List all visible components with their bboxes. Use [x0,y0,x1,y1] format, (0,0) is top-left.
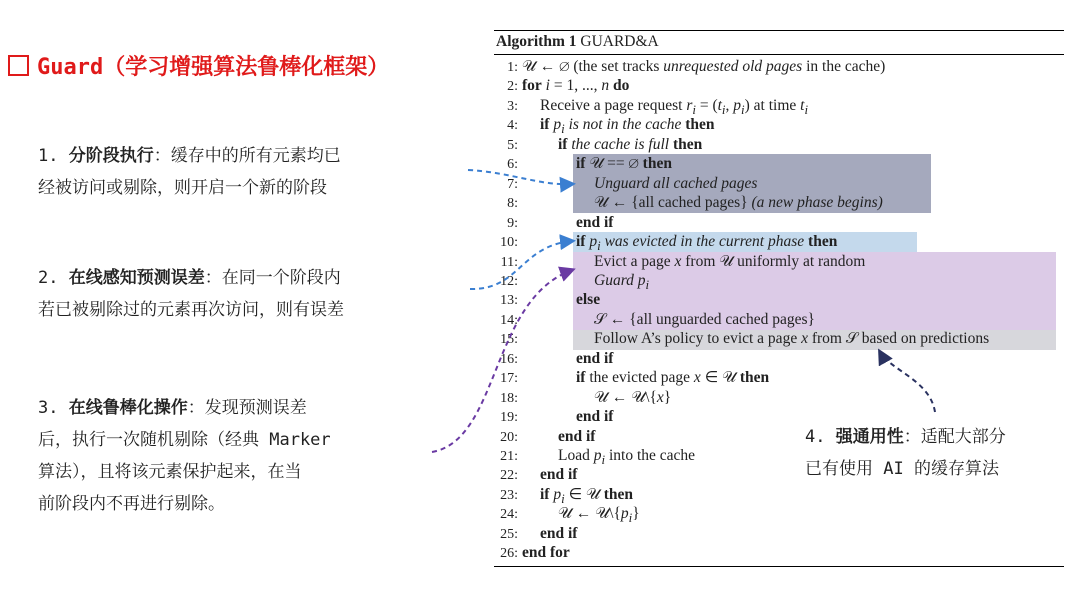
note-keyword: 分阶段执行 [68,146,154,166]
line-code: if $p_i$ is not in the cache then [540,116,715,137]
line-number: 12: [500,273,518,289]
note-number: 2. [38,268,69,288]
note-text: ：在同一个阶段内 [204,268,341,288]
line-code: 𝒰 ← $𝒰\backslash\{p_i\}$ [558,505,640,526]
line-code: if the evicted page x ∈ 𝒰 then [576,369,770,387]
line-number: 15: [500,332,518,348]
line-code: for i = 1, ..., n do [522,77,630,95]
line-code: end if [576,349,614,367]
line-code: Unguard all cached pages [594,174,758,192]
note-keyword: 强通用性 [835,427,904,447]
line-number: 22: [500,468,518,484]
line-code: Guard $p_i$ [594,271,650,293]
line-number: 8: [507,196,518,212]
line-number: 18: [500,390,518,406]
line-code: if 𝒰 == ∅ then [576,155,672,173]
line-number: 19: [500,410,518,426]
note-number: 3. [38,398,69,418]
line-number: 4: [507,118,518,134]
line-number: 6: [507,157,518,173]
note-number: 1. [38,146,69,166]
slide-title-text: Guard（学习增强算法鲁棒化框架） [37,55,390,80]
line-number: 1: [507,60,518,75]
line-number: 3: [507,98,518,114]
line-number: 20: [500,429,518,445]
line-code: Follow A’s policy to evict a page x from 𝒮 based on predictions [594,330,990,348]
line-number: 17: [500,371,518,387]
line-number: 25: [500,526,518,542]
line-code: end if [540,466,578,484]
line-code: if the cache is full then [558,135,703,153]
line-number: 11: [500,254,518,270]
line-number: 5: [507,137,518,153]
line-number: 10: [500,235,518,251]
line-code: else [576,291,601,309]
note-text: ：发现预测误差 [187,398,307,418]
note-line: 若已被剔除过的元素再次访问，则有误差 [38,300,344,320]
arrow-note1-to-phase [468,170,572,184]
arrow-note3-to-evict [432,270,572,452]
note-text: ：缓存中的所有元素均已 [153,146,341,166]
line-code: Receive a page request $r_i = (t_i$, $p_i$) at time $t_i$ [540,96,809,117]
line-code: end if [558,427,596,445]
note-line: 后，执行一次随机剔除（经典 Marker [38,430,331,450]
line-number: 13: [500,293,518,309]
line-code: 𝒰 ← {all cached pages} (a new phase begins) [594,194,883,212]
line-code: 𝒰 ← ∅ (the set tracks unrequested old pages in the cache) [522,58,886,75]
note-line: 前阶段内不再进行剔除。 [38,494,225,514]
line-number: 24: [500,507,518,523]
line-code: if $p_i$ was evicted in the current phase then [576,233,838,254]
algorithm-title: Algorithm 1 GUARD&A [496,33,659,50]
line-code: end if [576,213,614,231]
note-line: 经被访问或剔除，则开启一个新的阶段 [38,178,327,198]
line-number: 9: [507,215,518,231]
line-code: if $p_i$ ∈ 𝒰 then [540,485,634,506]
line-code: 𝒮 ← {all unguarded cached pages} [594,310,815,328]
note-number: 4. [805,427,836,447]
line-number: 16: [500,351,518,367]
line-code: end for [522,544,570,562]
note-text: ：适配大部分 [903,427,1006,447]
line-code: Load $p_i$ into the cache [558,447,696,468]
note-keyword: 在线鲁棒化操作 [68,398,188,418]
note-keyword: 在线感知预测误差 [68,268,205,288]
line-code: Evict a page x from 𝒰 uniformly at random [594,252,866,270]
line-number: 21: [500,449,518,464]
arrow-note2-to-check [470,241,572,289]
arrow-note4-to-policy [880,352,935,412]
line-number: 2: [507,79,518,95]
line-code: end if [540,524,578,542]
line-number: 23: [500,487,518,503]
note-line: 算法），且将该元素保护起来，在当 [38,462,302,482]
line-code: end if [576,408,614,426]
line-number: 7: [507,176,518,192]
note-line: 已有使用 AI 的缓存算法 [805,459,999,479]
line-code: 𝒰 ← 𝒰\{x} [594,388,672,406]
line-number: 26: [500,546,518,562]
line-number: 14: [500,312,518,328]
